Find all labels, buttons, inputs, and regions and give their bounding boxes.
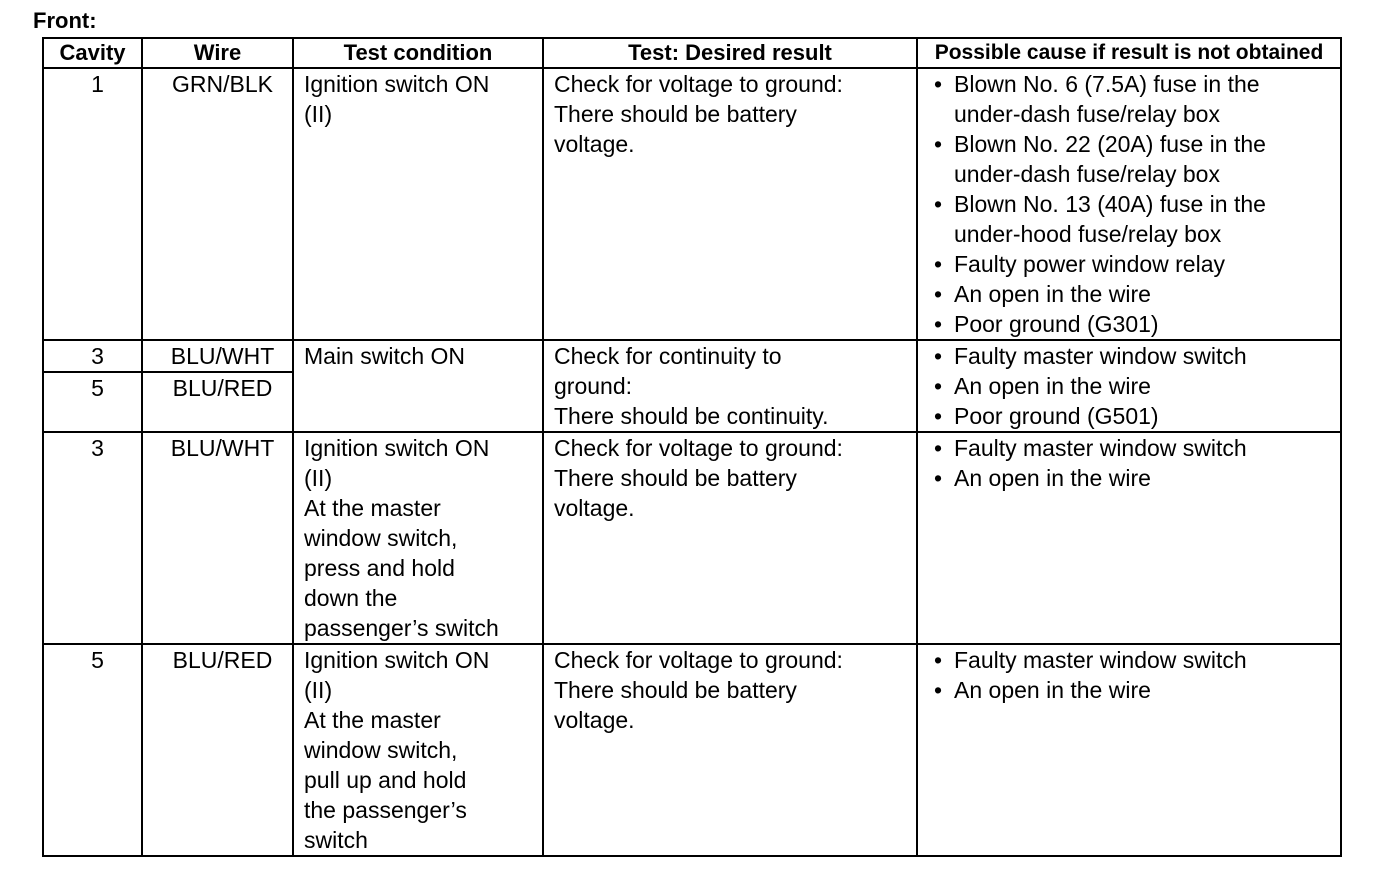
result-line: There should be battery <box>554 677 797 703</box>
condition-cell <box>293 68 543 340</box>
condition-line: Ignition switch ON <box>304 71 490 97</box>
cause-cell <box>917 68 1341 340</box>
table-header-row <box>43 38 1341 68</box>
cavity-cell: 1 <box>43 68 142 340</box>
condition-line: (II) <box>304 465 333 491</box>
result-line: Check for continuity to <box>554 343 782 369</box>
header-possible-cause: Possible cause if result is not obtained <box>917 38 1341 68</box>
table-row <box>43 432 1341 644</box>
condition-line: Ignition switch ON <box>304 435 490 461</box>
condition-cell <box>293 432 543 644</box>
result-cell <box>543 644 917 856</box>
cause-line: • An open in the wire <box>954 373 1151 399</box>
result-line: ground: <box>554 373 633 399</box>
cause-cell <box>917 340 1341 432</box>
result-cell <box>543 432 917 644</box>
cause-line: • Poor ground (G501) <box>954 403 1159 429</box>
table-row <box>43 68 1341 340</box>
cavity-cell: 3 <box>43 340 142 372</box>
condition-line: window switch, <box>304 525 458 551</box>
result-cell <box>543 68 917 340</box>
wire-cell: BLU/RED <box>142 644 293 856</box>
result-cell <box>543 340 917 432</box>
result-line: Check for voltage to ground: <box>554 647 843 673</box>
cause-item <box>928 433 1340 463</box>
cause-line: • An open in the wire <box>954 465 1151 491</box>
table-row <box>43 644 1341 856</box>
cause-line: • Faulty master window switch <box>954 647 1247 673</box>
connector-test-table <box>42 37 1342 857</box>
cause-item <box>928 675 1340 705</box>
cause-item <box>928 249 1340 279</box>
condition-line: the passenger’s <box>304 797 467 823</box>
result-line: voltage. <box>554 495 635 521</box>
cause-item <box>928 309 1340 339</box>
cavity-cell: 5 <box>43 372 142 432</box>
condition-line: At the master <box>304 495 441 521</box>
cause-line: • Faulty master window switch <box>954 343 1247 369</box>
result-line: Check for voltage to ground: <box>554 71 843 97</box>
cause-list <box>928 341 1340 431</box>
condition-line: passenger’s switch <box>304 615 499 641</box>
result-line: voltage. <box>554 707 635 733</box>
cause-line: • An open in the wire <box>954 281 1151 307</box>
cause-list <box>928 69 1340 339</box>
cause-line: • Faulty power window relay <box>954 251 1226 277</box>
condition-line: At the master <box>304 707 441 733</box>
cause-line: • An open in the wire <box>954 677 1151 703</box>
cause-item <box>928 69 1340 129</box>
cavity-cell: 3 <box>43 432 142 644</box>
header-desired-result: Test: Desired result <box>543 38 917 68</box>
wire-cell: BLU/RED <box>142 372 293 432</box>
cause-list <box>928 645 1340 705</box>
cause-item <box>928 189 1340 249</box>
cause-line: • Poor ground (G301) <box>954 311 1159 337</box>
header-test-condition: Test condition <box>293 38 543 68</box>
cause-item <box>928 463 1340 493</box>
cause-list <box>928 433 1340 493</box>
cause-line: • Faulty master window switch <box>954 435 1247 461</box>
cause-item <box>928 401 1340 431</box>
condition-line: press and hold <box>304 555 455 581</box>
cavity-cell: 5 <box>43 644 142 856</box>
cause-line: • Blown No. 22 (20A) fuse in the <box>954 131 1266 157</box>
header-cavity: Cavity <box>43 38 142 68</box>
result-line: There should be continuity. <box>554 403 829 429</box>
result-line: There should be battery <box>554 101 797 127</box>
cause-line: under-dash fuse/relay box <box>954 161 1220 187</box>
table-row <box>43 340 1341 372</box>
result-line: voltage. <box>554 131 635 157</box>
cause-line: • Blown No. 13 (40A) fuse in the <box>954 191 1266 217</box>
cause-item <box>928 645 1340 675</box>
wire-cell: BLU/WHT <box>142 432 293 644</box>
condition-line: down the <box>304 585 398 611</box>
cause-item <box>928 279 1340 309</box>
wire-cell: GRN/BLK <box>142 68 293 340</box>
condition-line: (II) <box>304 101 333 127</box>
cause-line: under-hood fuse/relay box <box>954 221 1222 247</box>
condition-line: pull up and hold <box>304 767 467 793</box>
result-line: Check for voltage to ground: <box>554 435 843 461</box>
result-line: There should be battery <box>554 465 797 491</box>
table-body <box>43 68 1341 856</box>
condition-cell <box>293 644 543 856</box>
cause-line: under-dash fuse/relay box <box>954 101 1220 127</box>
cause-line: • Blown No. 6 (7.5A) fuse in the <box>954 71 1260 97</box>
condition-line: switch <box>304 827 368 853</box>
condition-line: (II) <box>304 677 333 703</box>
section-title: Front: <box>33 8 97 33</box>
wire-cell: BLU/WHT <box>142 340 293 372</box>
condition-line: Main switch ON <box>304 343 466 369</box>
cause-cell <box>917 432 1341 644</box>
cause-cell <box>917 644 1341 856</box>
cause-item <box>928 371 1340 401</box>
cause-item <box>928 129 1340 189</box>
condition-line: Ignition switch ON <box>304 647 490 673</box>
condition-cell <box>293 340 543 432</box>
cause-item <box>928 341 1340 371</box>
header-wire: Wire <box>142 38 293 68</box>
condition-line: window switch, <box>304 737 458 763</box>
